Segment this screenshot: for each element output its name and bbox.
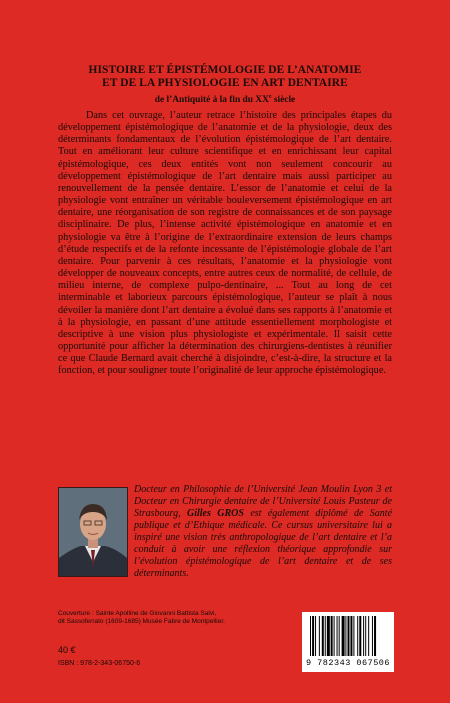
author-name: Gilles GROS xyxy=(186,508,244,520)
subtitle-suffix: siècle xyxy=(271,95,296,106)
credits-line-2: dit Sassoferrato (1609-1685) Musée Fabre de Montpellier. xyxy=(58,618,225,626)
author-portrait-icon xyxy=(59,488,127,576)
synopsis-text: Dans cet ouvrage, l’auteur retrace l’histoire des principales étapes du développement épistémologique de l’anatomie et de la physiologie, deux des déterminants fondamentaux de l’évolution épistémologique de l’art dentaire. Tout en améliorant leur culture scientifique et en enrichissant leur capital épistémologique, ces deux entités vont non seulement concourir au développement épistémologique de l’art dentaire mais aussi participer au renouvellement de la pensée dentaire. L’essor de l’anatomie et celui de la physiologie vont entraîner un véritable bouleversement épistémologique en art dentaire, une réorganisation de son registre de connaissances et de son paysage disciplinaire. De plus, l’intense activité épistémologique en anatomie et en physiologie va être à l’origine de l’extraordinaire extension de leurs champs d’étude respectifs et de la refonte incessante de l’épistémologie globale de l’art dentaire. Pour parvenir à ces résultats, l’anatomie et la physiologie vont développer de nouveaux concepts, entre autres ceux de normalité, de cellule, de milieu interne, de complexe pulpo-dentinaire, ... Tout au long de cet interminable et laborieux parcours épistémologique, l’auteur se plaît à nous dévoiler la manière dont l’art dentaire a évolué dans ses rapports à l’anatomie et à la physiologie, en passant d’une attitude essentiellement morphologiste et descriptive à une vision plus physiologiste et expérimentale. Il saisit cette opportunité pour afficher la détermination des chirurgiens-dentistes à réunifier ce que Claude Bernard avait cherché à disjoindre, c’est-à-dire, la structure et la fonction, et pour souligner toute l’originalité de leur approche épistémologique. xyxy=(58,110,392,377)
bio-text-2: est également diplômé de Santé publique et d’Ethique médicale. Ce cursus universitaire lui a inspiré une vision très anthropologique de l’art dentaire et l’a conduit à avoir une réflexion théorique approfondie sur l’évolution épistémologique de l’art dentaire et de ses déterminants. xyxy=(134,508,393,580)
subtitle-superscript: e xyxy=(268,94,272,100)
author-bio xyxy=(134,484,392,580)
barcode xyxy=(302,612,394,672)
book-title xyxy=(40,64,410,90)
book-subtitle xyxy=(40,92,410,106)
price: 40 € xyxy=(58,645,76,655)
title-line-2: ET DE LA PHYSIOLOGIE EN ART DENTAIRE xyxy=(102,77,348,89)
author-photo xyxy=(58,487,128,577)
barcode-icon xyxy=(308,616,388,658)
title-line-1: HISTOIRE ET ÉPISTÉMOLOGIE DE L’ANATOMIE xyxy=(88,64,362,76)
subtitle-text: de l’Antiquité à la fin du XX xyxy=(154,95,269,106)
isbn: ISBN : 978-2-343-06750-6 xyxy=(58,660,141,667)
credits-line-1: Couverture : Sainte Apolline de Giovanni Battista Salvi, xyxy=(58,610,217,617)
barcode-number: 9 782343 067506 xyxy=(305,658,390,668)
cover-credits xyxy=(58,610,298,626)
bio-text-1: Docteur en Philosophie de l’Université Jean Moulin Lyon 3 et Docteur en Chirurgie dentaire de l’Université Louis Pasteur de Strasbourg, xyxy=(134,484,392,520)
